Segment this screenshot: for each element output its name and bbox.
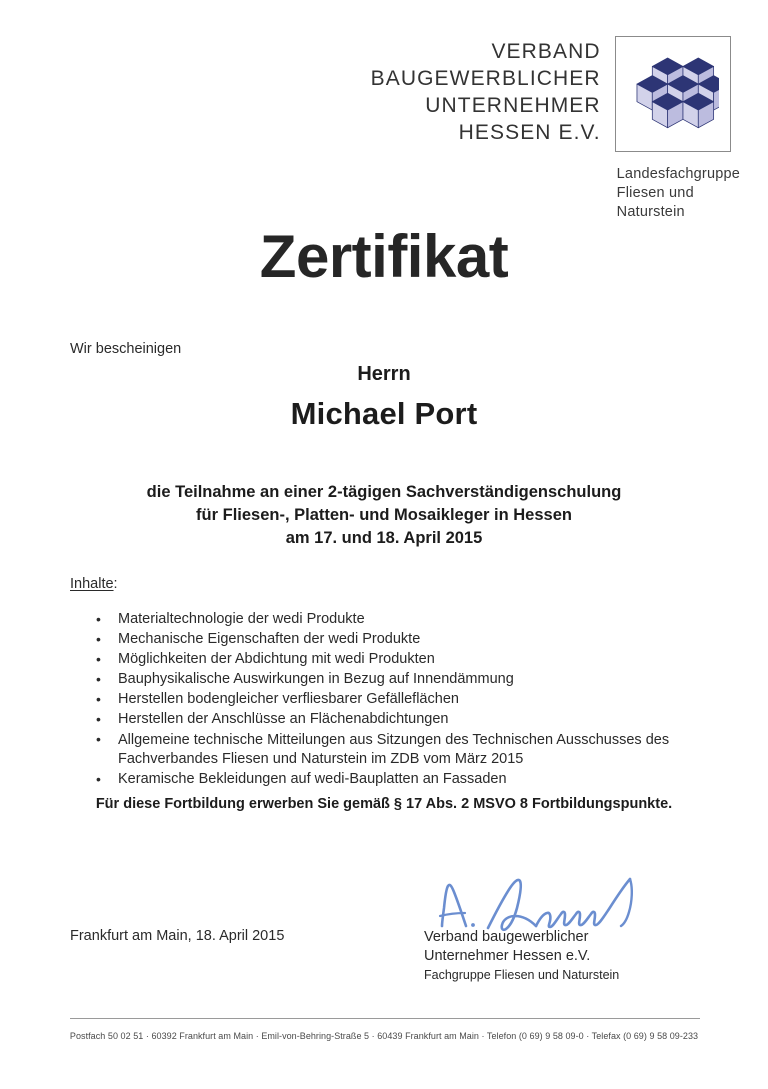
course-line-3: am 17. und 18. April 2015: [285, 529, 483, 547]
contents-heading: [70, 576, 118, 592]
org-name-line-3: UNTERNEHMER: [425, 94, 601, 117]
contents-heading-text: Inhalte: [70, 576, 114, 592]
group-line-2: Fliesen und: [616, 185, 694, 201]
intro-text: Wir bescheinigen: [70, 341, 182, 357]
credit-points-note: Für diese Fortbildung erwerben Sie gemäß § 17 Abs. 2 MSVO 8 Fortbildungspunkte.: [95, 796, 673, 812]
signer-organization: [424, 928, 724, 983]
document-header: [371, 36, 740, 222]
signer-line-1: Verband baugewerblicher: [424, 929, 589, 945]
organization-name: [371, 36, 601, 146]
signer-department: Fachgruppe Fliesen und Naturstein: [424, 968, 620, 982]
list-item: • Allgemeine technische Mitteilungen aus Sitzungen des Technischen Ausschusses des Fachverbandes Fliesen und Naturstein im ZDB vom März 2015: [118, 731, 758, 770]
footer-divider: [70, 1018, 700, 1019]
signature-block: [424, 880, 724, 983]
landesfachgruppe-label: [615, 165, 740, 222]
group-line-3: Naturstein: [616, 204, 685, 220]
list-item: • Mechanische Eigenschaften der wedi Produkte: [118, 630, 758, 650]
contents-heading-colon: :: [113, 576, 118, 592]
course-line-1: die Teilnahme an einer 2-tägigen Sachverständigenschulung: [146, 483, 622, 501]
list-item: • Herstellen bodengleicher verfliesbarer Gefälleflächen: [118, 690, 758, 710]
contents-list: [70, 610, 758, 790]
page-title: Zertifikat: [259, 223, 509, 290]
course-description: [0, 481, 768, 550]
group-line-1: Landesfachgruppe: [616, 166, 740, 182]
signer-line-2: Unternehmer Hessen e.V.: [424, 947, 591, 964]
org-name-line-1: VERBAND: [491, 40, 601, 63]
logo-frame: [615, 36, 731, 152]
salutation: Herrn: [357, 363, 411, 385]
list-item: • Keramische Bekleidungen auf wedi-Bauplatten an Fassaden: [118, 770, 758, 790]
list-item: • Bauphysikalische Auswirkungen in Bezug auf Innendämmung: [118, 670, 758, 690]
logo-column: [615, 36, 740, 222]
course-line-2: für Fliesen-, Platten- und Mosaikleger in Hessen: [196, 506, 572, 524]
isometric-cubes-logo: [627, 48, 719, 140]
recipient-name: Michael Port: [290, 396, 478, 431]
place-and-date: Frankfurt am Main, 18. April 2015: [70, 928, 285, 944]
list-item: • Materialtechnologie der wedi Produkte: [118, 610, 758, 630]
list-item: • Möglichkeiten der Abdichtung mit wedi Produkten: [118, 650, 758, 670]
org-name-line-2: BAUGEWERBLICHER: [370, 67, 601, 90]
org-name-line-4: HESSEN E.V.: [458, 121, 601, 144]
list-item: • Herstellen der Anschlüsse an Flächenabdichtungen: [118, 710, 758, 730]
footer-contact-info: Postfach 50 02 51 · 60392 Frankfurt am Main · Emil-von-Behring-Straße 5 · 60439 Frankfurt am Main · Telefon (0 69) 9 58 09-0 · Telefax (0 69) 9 58 09-233: [69, 1031, 699, 1041]
